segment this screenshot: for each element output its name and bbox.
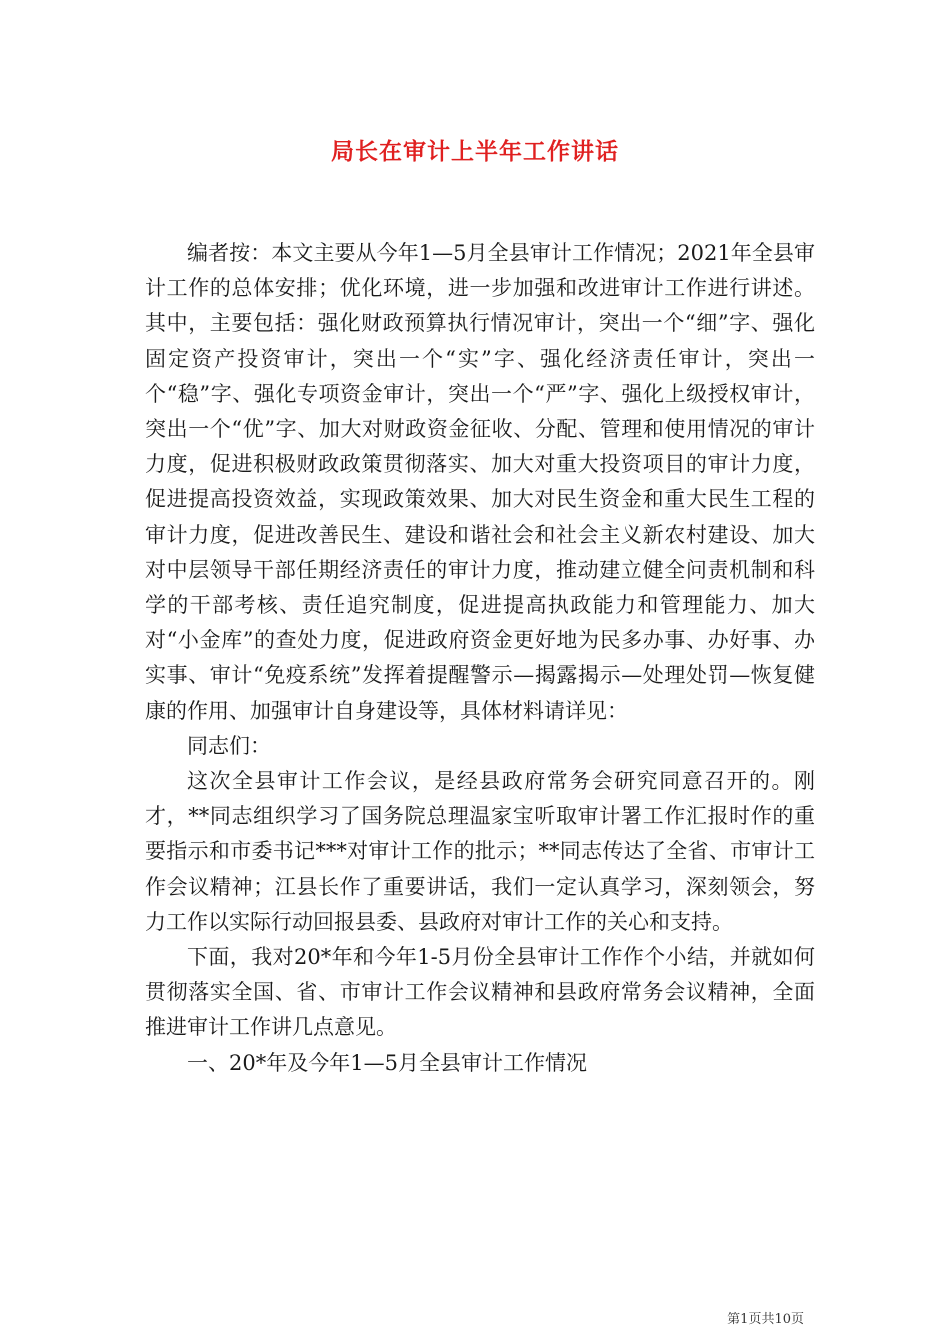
paragraph-salutation: 同志们： [187,733,271,758]
paragraph-editor-note: 编者按：本文主要从今年1—5月全县审计工作情况；2021年全县审计工作的总体安排；优化环境，进一步加强和改进审计工作进行讲述。其中，主要包括：强化财政预算执行情况审计，突出一个“细”字、强化固定资产投资审计，突出一个“实”字、强化经济责任审计，突出一个“稳”字、强化专项资金审计，突出一个“严”字、强化上级授权审计，突出一个“优”字、加大对财政资金征收、分配、管理和使用情况的审计力度，促进积极财政政策贯彻落实、加大对重大投资项目的审计力度，促进提高投资效益，实现政策效果、加大对民生资金和重大民生工程的审计力度，促进改善民生、建设和谐社会和社会主义新农村建设、加大对中层领导干部任期经济责任的审计力度，推动建立健全问责机制和科学的干部考核、责任追究制度，促进提高执政能力和管理能力、加大对“小金库”的查处力度，促进政府资金更好地为民多办事、办好事、办实事、审计“免疫系统”发挥着提醒警示—揭露揭示—处理处罚—恢复健康的作用、加强审计自身建设等，具体材料请详见： [145,241,815,723]
document-title: 局长在审计上半年工作讲话 [331,138,619,165]
section-heading-1: 一、20*年及今年1—5月全县审计工作情况 [187,1050,587,1075]
paragraph-meeting-intro: 这次全县审计工作会议，是经县政府常务会研究同意召开的。刚才，**同志组织学习了国务院总理温家宝听取审计署工作汇报时作的重要指示和市委书记***对审计工作的批示；**同志传达了全省、市审计工作会议精神；江县长作了重要讲话，我们一定认真学习，深刻领会，努力工作以实际行动回报县委、县政府对审计工作的关心和支持。 [145,769,815,934]
page-number: 第1页共10页 [727,1312,804,1327]
document-body [145,236,815,1081]
paragraph-summary-intro: 下面，我对20*年和今年1-5月份全县审计工作作个小结，并就如何贯彻落实全国、省、市审计工作会议精神和县政府常务会议精神，全面推进审计工作讲几点意见。 [145,945,815,1040]
